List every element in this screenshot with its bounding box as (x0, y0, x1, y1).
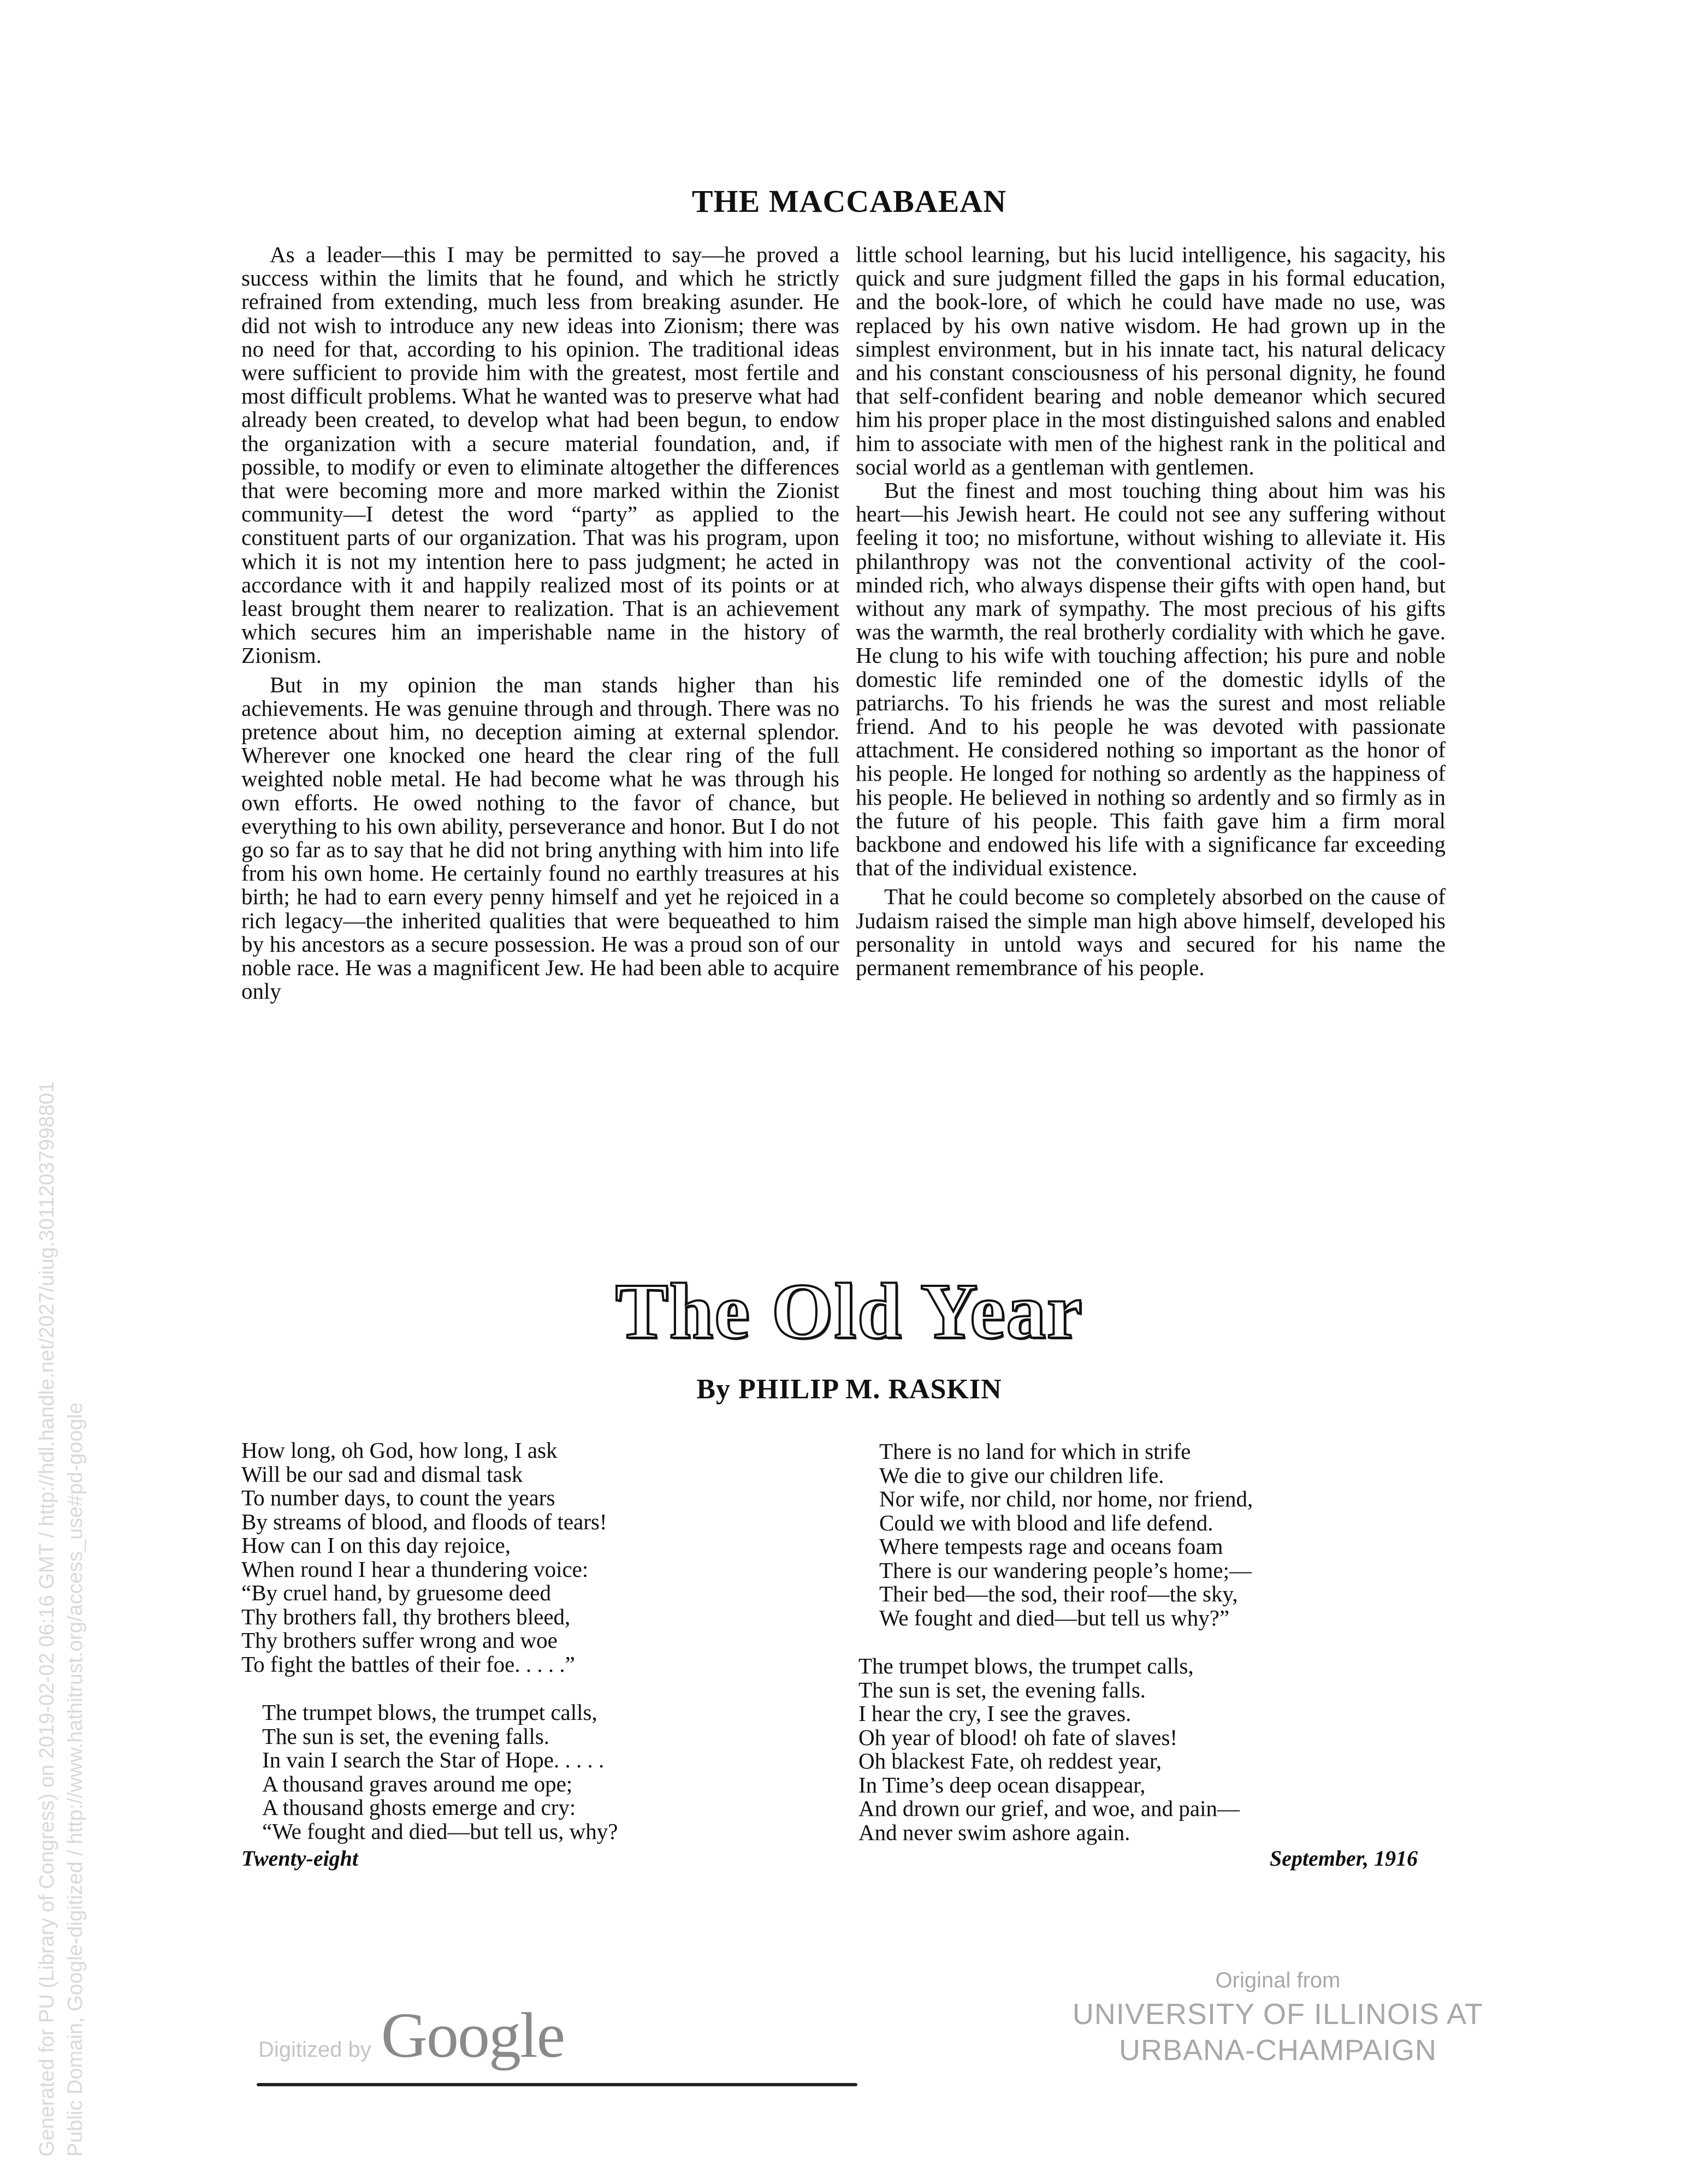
running-head: THE MACCABAEAN (691, 183, 1007, 219)
poem-title: The Old Year (615, 1268, 1083, 1355)
poem-line: “By cruel hand, by gruesome deed (241, 1580, 551, 1605)
prose-paragraph: That he could become so completely absorbed on the cause of Judaism raised the simple man high above himself, developed his personality in untold ways and secured for his name the permanent remembrance of his people. (856, 884, 1446, 981)
poem-line: Their bed—the sod, their roof—the sky, (879, 1581, 1238, 1606)
poem-line: How can I on this day rejoice, (241, 1533, 511, 1558)
digitized-by-label: Digitized by (258, 2038, 371, 2062)
poem-line: Will be our sad and dismal task (241, 1461, 523, 1487)
prose-column-right (856, 243, 1446, 980)
institution-name: UNIVERSITY OF ILLINOIS AT (1072, 1998, 1484, 2031)
watermark-line: Public Domain, Google-digitized / http://www.hathitrust.org/access_use#pd-google (64, 1402, 87, 2157)
prose-paragraph: But in my opinion the man stands higher than his achievements. He was genuine through and through. There was no pretence about him, no deception aiming at external splendor. Wherever one knocked one heard the clear ring of the full weighted noble metal. He had become what he was through his own efforts. He owed nothing to the favor of chance, but everything to his own ability, perseverance and honor. But I do not go so far as to say that he did not bring anything with him into life from his own home. He certainly found no earthly treasures at his birth; he had to earn every penny himself and yet he rejoiced in a rich legacy—the inherited qualities that were bequeathed to him by his ancestors as a secure possession. He was a proud son of our noble race. He was a magnificent Jew. He had been able to acquire only (241, 672, 839, 1004)
poem-line: A thousand ghosts emerge and cry: (262, 1795, 576, 1820)
poem-line: By streams of blood, and floods of tears! (241, 1509, 607, 1534)
original-from-label: Original from (1215, 1968, 1341, 1992)
poem-line: In vain I search the Star of Hope. . . . . (262, 1747, 605, 1772)
poem-line: And drown our grief, and woe, and pain— (858, 1796, 1240, 1821)
poem-line: The trumpet blows, the trumpet calls, (262, 1700, 597, 1725)
issue-date: September, 1916 (1270, 1846, 1418, 1871)
poem-line: The trumpet blows, the trumpet calls, (858, 1653, 1194, 1678)
poem-line: “We fought and died—but tell us, why? (262, 1818, 618, 1844)
poem-line: In Time’s deep ocean disappear, (858, 1772, 1146, 1797)
prose-paragraph: As a leader—this I may be permitted to say—he proved a success within the limits that he found, and which he strictly refrained from extending, much less from breaking asunder. He did not wish to introduce any new ideas into Zionism; there was no need for that, according to his opinion. The traditional ideas were sufficient to provide him with the greatest, most fertile and most difficult problems. What he wanted was to preserve what had already been created, to develop what had been begun, to endow the organization with a secure material foundation, and, if possible, to modify or even to eliminate altogether the differences that were becoming more and more marked within the Zionist community—I detest the word “party” as applied to the constituent parts of our organization. That was his program, upon which it is not my intention here to pass judgment; he acted in accordance with it and happily realized most of its points or at least brought them nearer to realization. That is an achievement which secures him an imperishable name in the history of Zionism. (241, 242, 839, 668)
poem-line: Thy brothers suffer wrong and woe (241, 1628, 558, 1653)
watermark-line: Generated for PU (Library of Congress) on 2019-02-02 06:16 GMT / http://hdl.handle.net/2027/uiug.30112037998801 (35, 1081, 58, 2157)
google-logo: Google (381, 1999, 565, 2071)
poem-line: We die to give our children life. (879, 1462, 1164, 1488)
poem-stanza (858, 1440, 1253, 1630)
poem-line: The sun is set, the evening falls. (858, 1677, 1146, 1702)
poem-line: Oh blackest Fate, oh reddest year, (858, 1748, 1162, 1773)
institution-campus: URBANA-CHAMPAIGN (1118, 2034, 1437, 2067)
poem-line: And never swim ashore again. (858, 1819, 1130, 1845)
original-source-mark (1059, 1965, 1496, 2068)
prose-column-left (241, 243, 839, 1004)
poem-stanza (241, 1439, 618, 1676)
poem-line: Could we with blood and life defend. (879, 1510, 1213, 1535)
poem-line: There is no land for which in strife (879, 1439, 1191, 1464)
prose-paragraph: little school learning, but his lucid intelligence, his sagacity, his quick and sure judgment filled the gaps in his formal education, and the book-lore, of which he could have made no use, was replaced by his own native wisdom. He had grown up in the simplest environment, but in his innate tact, his natural delicacy and his constant consciousness of his personal dignity, he found that self-confident bearing and noble demeanor which secured him his proper place in the most distinguished salons and enabled him to associate with men of the highest rank in the political and social world as a gentleman with gentlemen. (856, 242, 1446, 479)
digitized-by-mark (258, 1998, 564, 2073)
poem-line: When round I hear a thundering voice: (241, 1556, 589, 1582)
provenance-watermark (33, 1081, 90, 2157)
poem-line: Nor wife, nor child, nor home, nor friend, (879, 1486, 1253, 1511)
poem-line: There is our wandering people’s home;— (879, 1557, 1252, 1583)
poem-line: How long, oh God, how long, I ask (241, 1438, 558, 1463)
poem-column-left (241, 1439, 618, 1868)
poem-column-right (858, 1440, 1253, 1869)
poem-line: We fought and died—but tell us why?” (879, 1605, 1230, 1630)
poem-line: I hear the cry, I see the graves. (858, 1701, 1132, 1726)
poem-line: Thy brothers fall, thy brothers bleed, (241, 1604, 571, 1629)
poem-line: A thousand graves around me ope; (262, 1771, 573, 1796)
poem-line: To fight the battles of their foe. . . . .” (241, 1651, 575, 1677)
prose-paragraph: But the finest and most touching thing about him was his heart—his Jewish heart. He could not see any suffering without feeling it too; no misfortune, without wishing to alleviate it. His philanthropy was not the conventional activity of the cool-minded rich, who always dispense their gifts with open hand, but without any mark of sympathy. The most precious of his gifts was the warmth, the real brotherly cordiality with which he gave. He clung to his wife with touching affection; his pure and noble domestic life reminded one of the domestic idylls of the patriarchs. To his friends he was the surest and most reliable friend. And to his people he was devoted with passionate attachment. He considered nothing so important as the honor of his people. He longed for nothing so ardently as the happiness of his people. He believed in nothing so ardently and so firmly as in the future of his people. This faith gave him a firm moral backbone and endowed his life with a significance far exceeding that of the individual existence. (856, 478, 1446, 881)
poem-line: Where tempests rage and oceans foam (879, 1534, 1223, 1559)
poem-stanza (858, 1654, 1253, 1844)
poem-line: To number days, to count the years (241, 1485, 555, 1510)
poem-stanza (241, 1701, 618, 1843)
poem-byline: By PHILIP M. RASKIN (696, 1374, 1002, 1405)
poem-line: The sun is set, the evening falls. (262, 1723, 550, 1749)
poem-line: Oh year of blood! oh fate of slaves! (858, 1724, 1178, 1750)
bottom-rule (257, 2083, 857, 2086)
page-number-label: Twenty-eight (241, 1846, 359, 1871)
